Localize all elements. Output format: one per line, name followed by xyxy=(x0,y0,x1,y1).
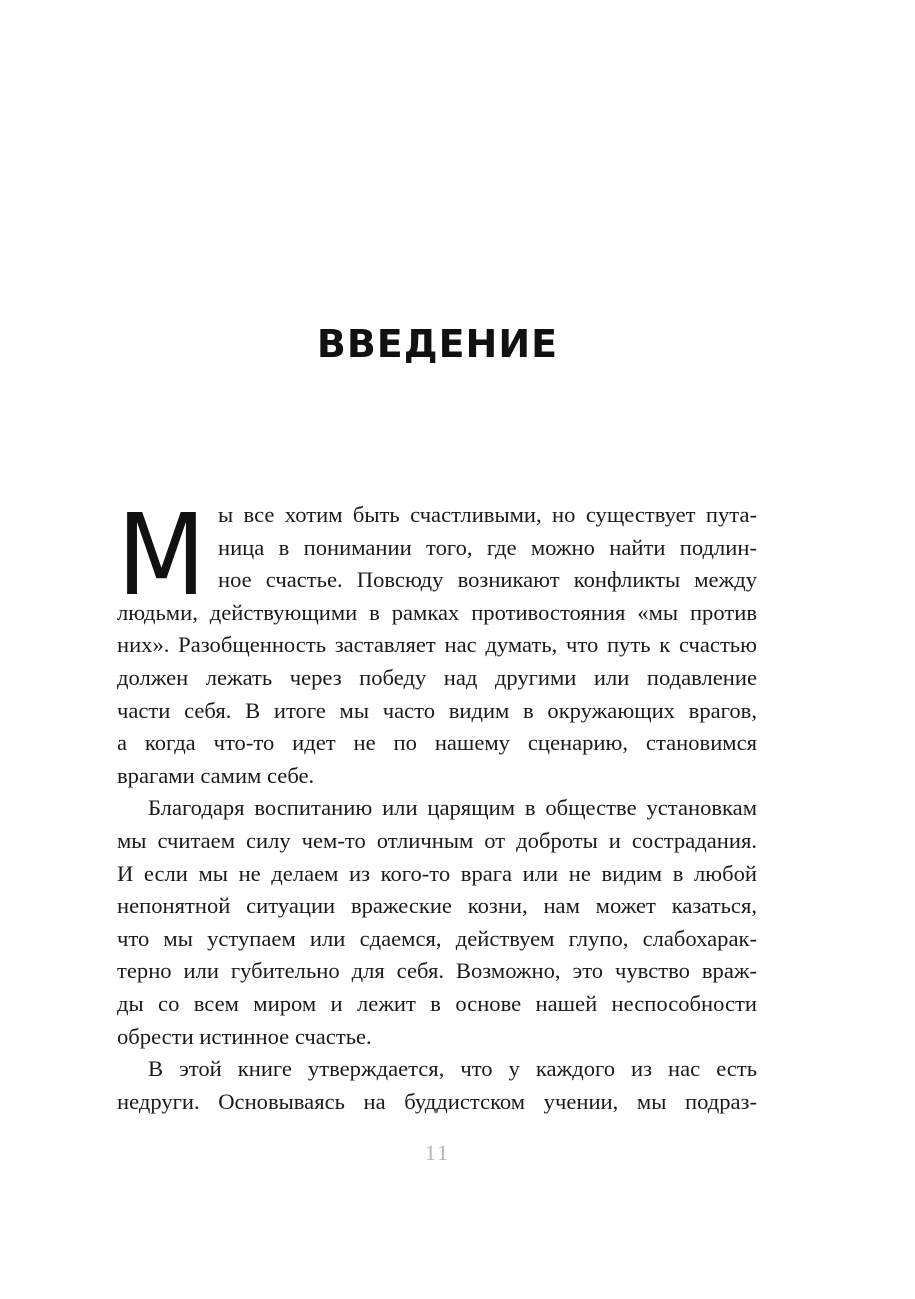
text-line: Благодаря воспитанию или царящим в обществе установкам xyxy=(148,795,757,821)
text-line: недруги. Основываясь на буддистском учении, мы подраз- xyxy=(117,1088,757,1114)
chapter-title: ВВЕДЕНИЕ xyxy=(316,322,559,366)
text-line: терно или губительно для себя. Возможно, это чувство враж- xyxy=(117,958,757,984)
body-text xyxy=(117,491,757,1118)
text-line: людьми, действующими в рамках противостояния «мы против xyxy=(117,599,757,625)
text-line: ды со всем миром и лежит в основе нашей неспособности xyxy=(117,990,757,1016)
text-line: ы все хотим быть счастливыми, но существует пута- xyxy=(218,502,757,527)
text-line: обрести истинное счастье. xyxy=(117,1023,372,1049)
text-line: В этой книге утверждается, что у каждого из нас есть xyxy=(148,1056,757,1082)
text-line: части себя. В итоге мы часто видим в окружающих врагов, xyxy=(117,697,757,723)
text-line: врагами самим себе. xyxy=(117,762,315,788)
text-line: ное счастье. Повсюду возникают конфликты между xyxy=(218,567,757,593)
text-line: что мы уступаем или сдаемся, действуем глупо, слабохарак- xyxy=(117,925,757,951)
page-number: 11 xyxy=(424,1140,451,1165)
text-line: должен лежать через победу над другими или подавление xyxy=(117,664,757,690)
drop-cap: М xyxy=(117,491,205,621)
text-line: них». Разобщенность заставляет нас думать, что путь к счастью xyxy=(117,632,757,658)
text-line: И если мы не делаем из кого-то врага или не видим в любой xyxy=(117,860,757,886)
text-line: ница в понимании того, где можно найти подлин- xyxy=(218,534,757,560)
text-line: мы считаем силу чем-то отличным от доброты и сострадания. xyxy=(117,827,757,853)
text-line: непонятной ситуации вражеские козни, нам может казаться, xyxy=(117,893,757,919)
text-line: а когда что-то идет не по нашему сценарию, становимся xyxy=(117,730,757,756)
